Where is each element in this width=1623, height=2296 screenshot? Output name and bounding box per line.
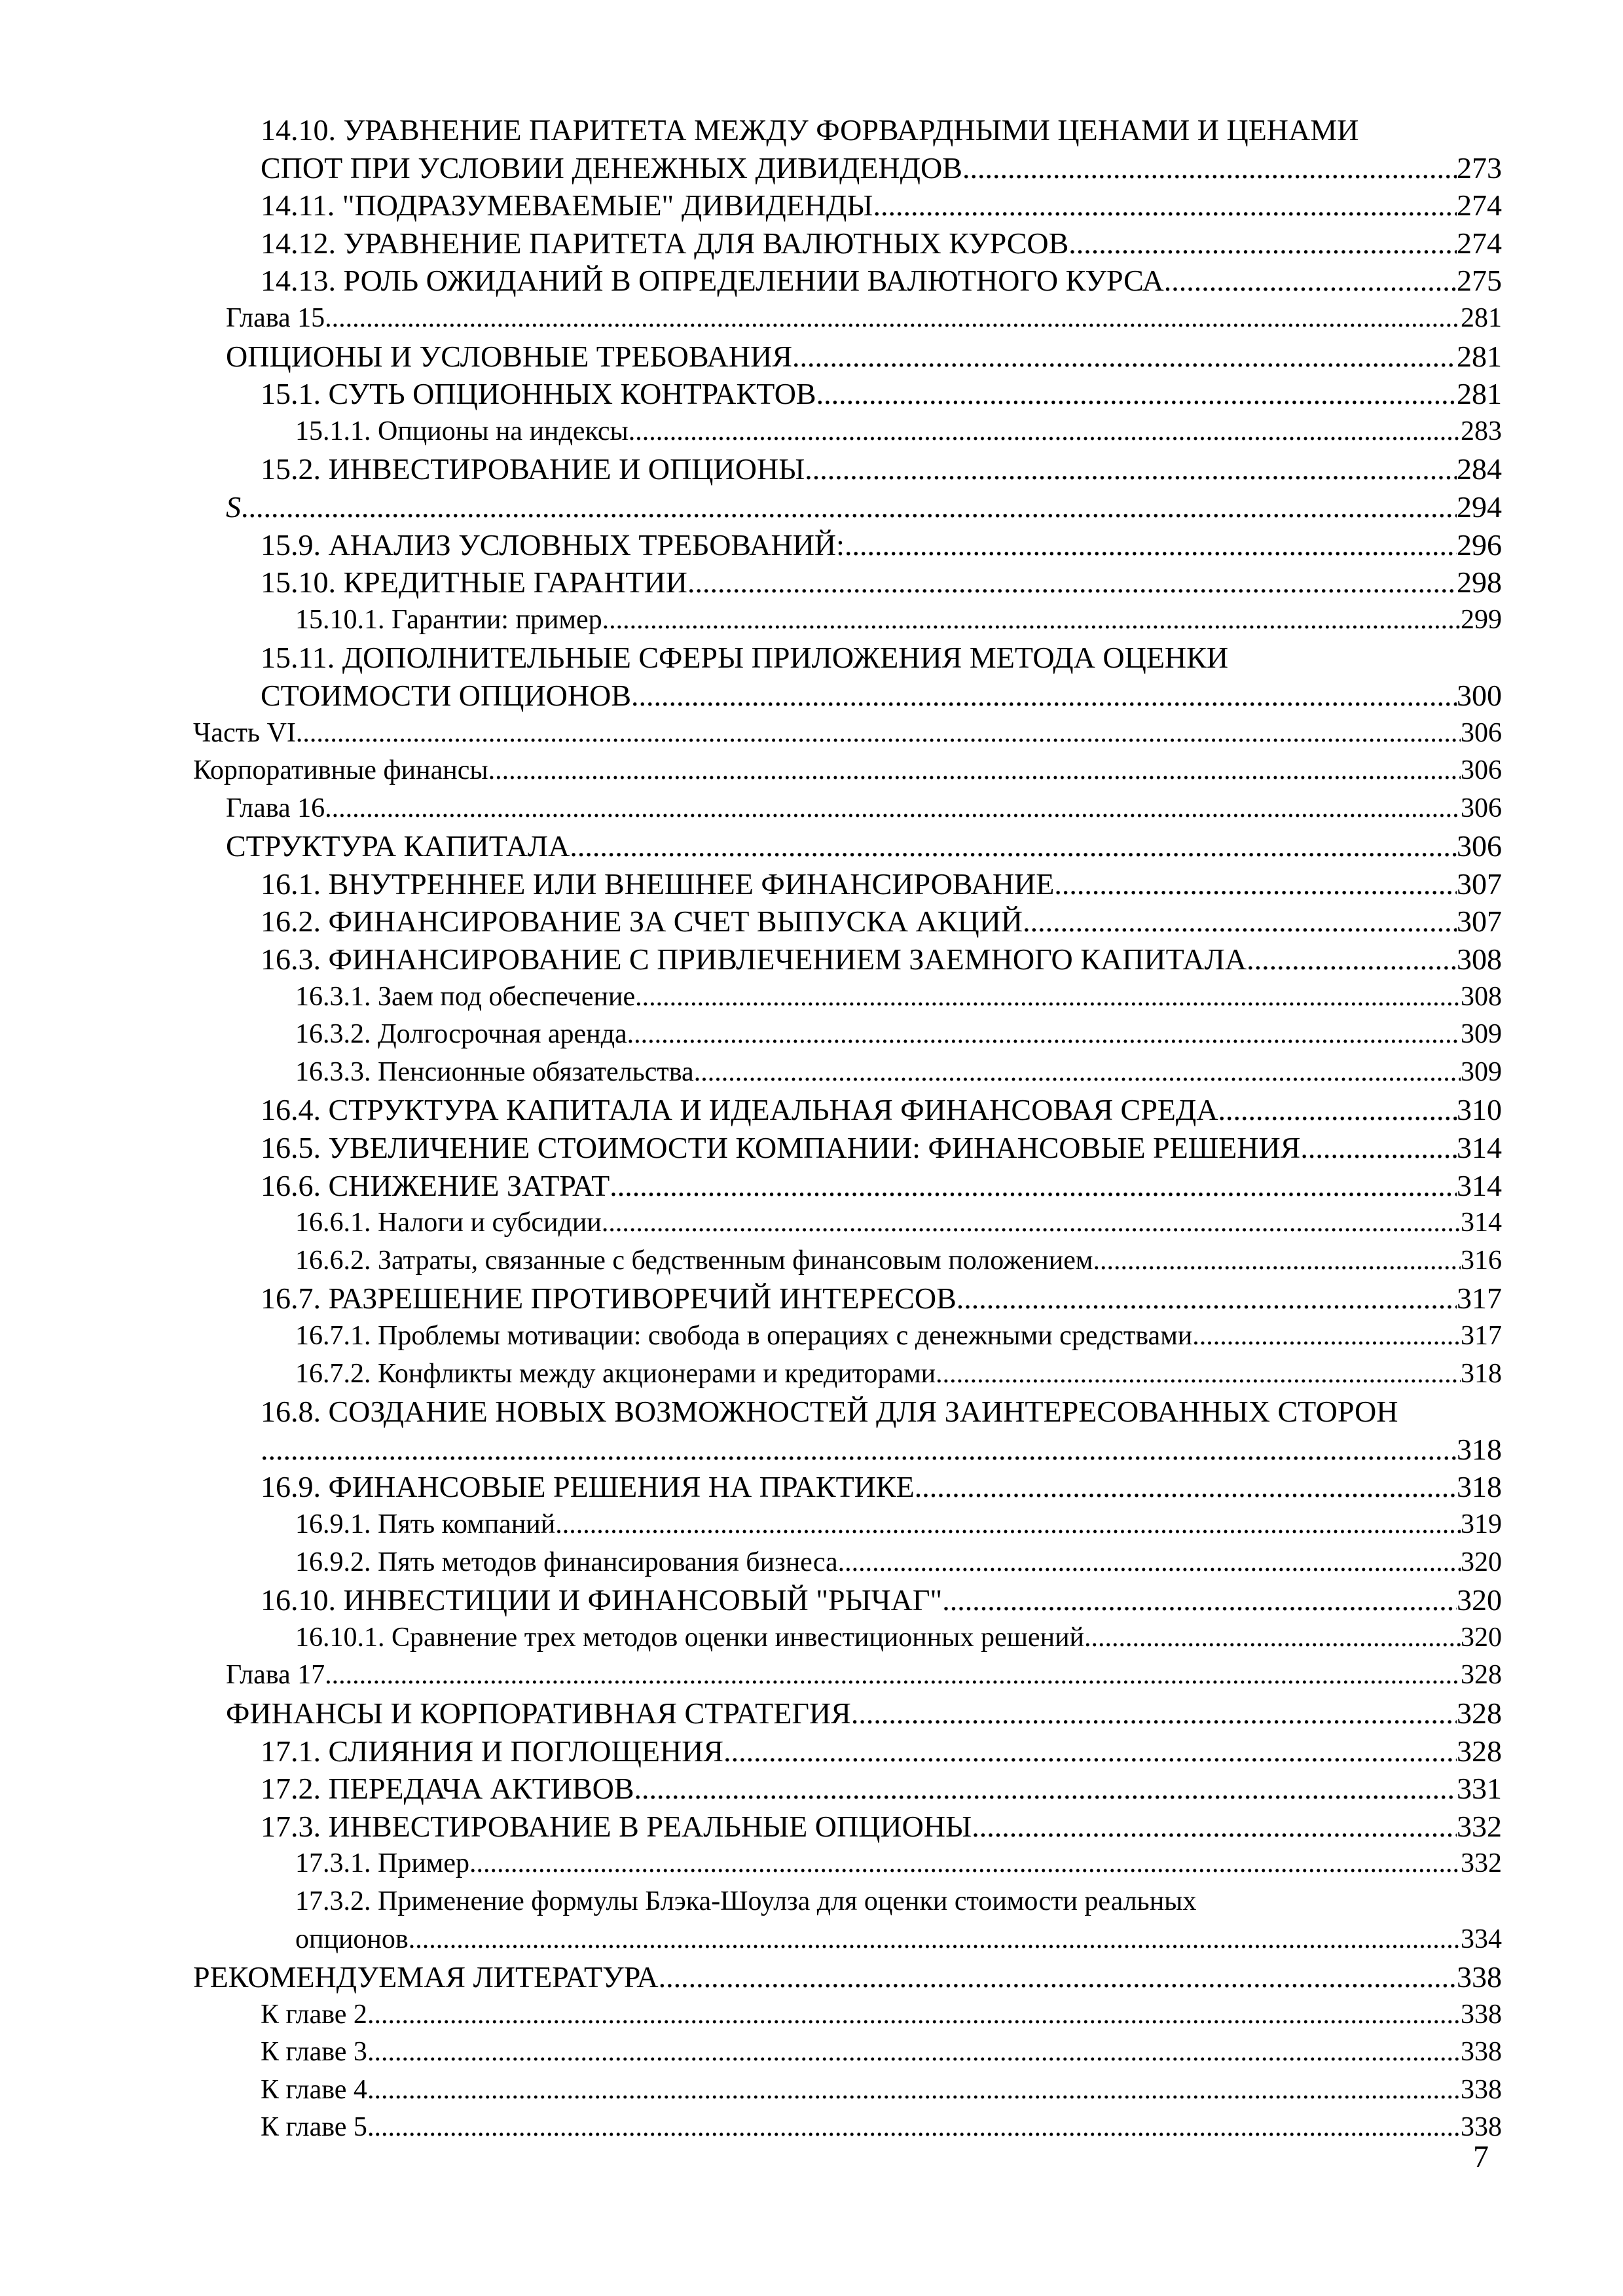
dot-leader (325, 300, 1461, 338)
toc-page-number: 317 (1461, 1321, 1502, 1351)
toc-page-number: 306 (1461, 793, 1502, 823)
toc-entry-title: 16.2. ФИНАНСИРОВАНИЕ ЗА СЧЕТ ВЫПУСКА АКЦИЙ (261, 905, 1023, 939)
dot-leader (1054, 865, 1457, 903)
toc-entry-17-3[interactable] (261, 1808, 1502, 1846)
dot-leader (957, 1280, 1457, 1318)
toc-entry-title: 16.10. ИНВЕСТИЦИИ И ФИНАНСОВЫЙ "РЫЧАГ" (261, 1583, 943, 1617)
toc-entry-16-5[interactable] (261, 1129, 1502, 1167)
toc-page-number: 328 (1457, 1696, 1502, 1730)
toc-entry-15-2[interactable] (261, 450, 1502, 488)
dot-leader (627, 1016, 1461, 1054)
toc-page-number: 274 (1457, 226, 1502, 260)
dot-leader (851, 1695, 1457, 1732)
toc-entry-16-9-2[interactable] (295, 1544, 1502, 1582)
dot-leader (367, 2072, 1461, 2109)
toc-page-number: 316 (1461, 1245, 1502, 1276)
toc-entry-title: СТОИМОСТИ ОПЦИОНОВ (261, 678, 632, 712)
dot-leader (942, 1581, 1457, 1619)
toc-page-number: 338 (1461, 1999, 1502, 2030)
dot-leader (1023, 903, 1457, 941)
toc-entry-16-10[interactable] (261, 1581, 1502, 1619)
toc-page-number: 338 (1457, 1960, 1502, 1994)
toc-entry-title: РЕКОМЕНДУЕМАЯ ЛИТЕРАТУРА (193, 1960, 659, 1994)
toc-entry-title: 16.10.1. Сравнение трех методов оценки инвестиционных решений (295, 1622, 1085, 1653)
dot-leader (1300, 1129, 1457, 1167)
toc-page-number: 318 (1457, 1470, 1502, 1504)
toc-entry-title: 15.2. ИНВЕСТИРОВАНИЕ И ОПЦИОНЫ (261, 452, 805, 486)
dot-leader (602, 601, 1461, 639)
toc-entry-title: 14.11. "ПОДРАЗУМЕВАЕМЫЕ" ДИВИДЕНДЫ (261, 188, 873, 223)
dot-leader (367, 2034, 1461, 2072)
toc-entry-title: К главе 2 (261, 1999, 367, 2030)
toc-entry-title: ОПЦИОНЫ И УСЛОВНЫЕ ТРЕБОВАНИЯ (226, 339, 793, 373)
toc-entry-title: 16.5. УВЕЛИЧЕНИЕ СТОИМОСТИ КОМПАНИИ: ФИНАНСОВЫЕ РЕШЕНИЯ (261, 1131, 1301, 1165)
toc-entry-title: 16.7.1. Проблемы мотивации: свобода в операциях с денежными средствами (295, 1321, 1193, 1351)
toc-page-number: 281 (1457, 339, 1502, 373)
toc-entry-14-10[interactable] (261, 149, 1502, 187)
toc-entry-title: 15.1.1. Опционы на индексы (295, 416, 629, 446)
toc-page-number: 318 (1457, 1432, 1502, 1466)
toc-entry-title: Глава 17 (226, 1660, 325, 1691)
dot-leader (635, 978, 1461, 1016)
toc-entry-title: 16.6.2. Затраты, связанные с бедственным финансовым положением (295, 1245, 1093, 1276)
toc-entry-part-6-title[interactable] (193, 752, 1502, 790)
toc-page-number: 328 (1457, 1734, 1502, 1768)
toc-entry-title: 16.7. РАЗРЕШЕНИЕ ПРОТИВОРЕЧИЙ ИНТЕРЕСОВ (261, 1282, 957, 1316)
dot-leader (570, 827, 1457, 865)
toc-entry-title: S (226, 490, 241, 524)
toc-entry-16-10-1[interactable] (295, 1619, 1502, 1657)
dot-leader (1093, 1242, 1461, 1280)
toc-page-number: 331 (1457, 1772, 1502, 1806)
toc-page-number: 308 (1461, 981, 1502, 1012)
toc-entry-16-3-3[interactable] (295, 1054, 1502, 1092)
toc-entry-title: 16.3.2. Долгосрочная аренда (295, 1019, 627, 1050)
dot-leader (610, 1167, 1457, 1205)
toc-entry-chapter-15-title[interactable] (226, 338, 1502, 376)
toc-page-number: 320 (1461, 1622, 1502, 1653)
toc-page-number: 338 (1461, 2074, 1502, 2105)
toc-entry-title: 16.4. СТРУКТУРА КАПИТАЛА И ИДЕАЛЬНАЯ ФИНАНСОВАЯ СРЕДА (261, 1093, 1218, 1127)
toc-entry-title: 16.3.3. Пенсионные обязательства (295, 1056, 694, 1087)
toc-entry-title: 14.10. УРАВНЕНИЕ ПАРИТЕТА МЕЖДУ ФОРВАРДНЫМИ ЦЕНАМИ И ЦЕНАМИ (261, 113, 1359, 147)
toc-entry-title: 16.9.2. Пять методов финансирования бизнеса (295, 1547, 838, 1577)
toc-entry-16-8-line1 (261, 1393, 1502, 1431)
toc-page-number: 284 (1457, 452, 1502, 486)
toc-page-number: 294 (1457, 490, 1502, 524)
toc-page-number: 307 (1457, 867, 1502, 901)
toc-entry-title: Глава 15 (226, 302, 325, 333)
toc-entry-title: 16.9. ФИНАНСОВЫЕ РЕШЕНИЯ НА ПРАКТИКЕ (261, 1470, 915, 1504)
toc-page-number: 320 (1461, 1547, 1502, 1577)
toc-page-number: 310 (1457, 1093, 1502, 1127)
toc-page-number: 328 (1461, 1660, 1502, 1691)
toc-entry-title: 16.6.1. Налоги и субсидии (295, 1208, 602, 1238)
toc-page-number: 308 (1457, 942, 1502, 977)
dot-leader (723, 1732, 1457, 1770)
toc-page-number: 314 (1461, 1208, 1502, 1238)
toc-entry-ref-chapter-4[interactable] (261, 2072, 1502, 2109)
dot-leader (792, 338, 1457, 376)
toc-entry-14-12[interactable] (261, 224, 1502, 262)
toc-page-number: 273 (1457, 151, 1502, 185)
dot-leader (634, 1770, 1457, 1808)
toc-entry-16-1[interactable] (261, 865, 1502, 903)
toc-entry-title: 16.6. СНИЖЕНИЕ ЗАТРАТ (261, 1168, 610, 1202)
toc-page-number: 306 (1457, 829, 1502, 863)
toc-entry-title: 15.1. СУТЬ ОПЦИОННЫХ КОНТРАКТОВ (261, 377, 816, 411)
toc-entry-title: 16.8. СОЗДАНИЕ НОВЫХ ВОЗМОЖНОСТЕЙ ДЛЯ ЗАИНТЕРЕСОВАННЫХ СТОРОН (261, 1395, 1398, 1429)
toc-entry-17-3-2-line1 (295, 1883, 1502, 1921)
dot-leader (488, 752, 1461, 790)
toc-entry-14-11[interactable] (261, 187, 1502, 224)
toc-entry-ref-chapter-2[interactable] (261, 1996, 1502, 2034)
dot-leader (687, 564, 1457, 601)
dot-leader (805, 450, 1457, 488)
toc-entry-16-3-2[interactable] (295, 1016, 1502, 1054)
toc-entry-16-6-1[interactable] (295, 1204, 1502, 1242)
dot-leader (602, 1204, 1461, 1242)
dot-leader (1164, 262, 1457, 300)
toc-entry-title: 17.2. ПЕРЕДАЧА АКТИВОВ (261, 1772, 634, 1806)
toc-page-number: 338 (1461, 2112, 1502, 2143)
dot-leader (261, 1431, 1457, 1469)
dot-leader (325, 790, 1461, 828)
toc-page-number: 317 (1457, 1282, 1502, 1316)
toc-entry-16-9-1[interactable] (295, 1506, 1502, 1544)
dot-leader (325, 1657, 1461, 1695)
toc-entry-16-7[interactable] (261, 1280, 1502, 1318)
toc-page-number: 318 (1461, 1358, 1502, 1389)
dot-leader (694, 1054, 1461, 1092)
toc-page-number: 274 (1457, 188, 1502, 223)
toc-page-number: 300 (1457, 678, 1502, 712)
toc-entry-s[interactable] (226, 488, 1502, 526)
toc-page-number: 275 (1457, 264, 1502, 298)
toc-entry-chapter-17-title[interactable] (226, 1695, 1502, 1732)
toc-entry-15-1[interactable] (261, 375, 1502, 413)
toc-entry-title: Корпоративные финансы (193, 755, 488, 786)
toc-entry-title: 16.3. ФИНАНСИРОВАНИЕ С ПРИВЛЕЧЕНИЕМ ЗАЕМНОГО КАПИТАЛА (261, 942, 1247, 977)
toc-entry-17-3-1[interactable] (295, 1845, 1502, 1883)
toc-entry-16-3[interactable] (261, 941, 1502, 978)
toc-page-number: 332 (1457, 1809, 1502, 1843)
toc-page-number: 319 (1461, 1509, 1502, 1539)
dot-leader (367, 2109, 1461, 2147)
dot-leader (1084, 1619, 1461, 1657)
toc-entry-16-3-1[interactable] (295, 978, 1502, 1016)
toc-entry-chapter-17[interactable] (226, 1657, 1502, 1695)
dot-leader (367, 1996, 1461, 2034)
dot-leader (1068, 224, 1457, 262)
dot-leader (241, 488, 1457, 526)
toc-entry-chapter-16[interactable] (226, 790, 1502, 828)
toc-entry-title: К главе 4 (261, 2074, 367, 2105)
toc-entry-title: К главе 3 (261, 2037, 367, 2068)
toc-entry-15-11[interactable] (261, 677, 1502, 715)
toc-page-number: 283 (1461, 416, 1502, 446)
toc-entry-title: 14.12. УРАВНЕНИЕ ПАРИТЕТА ДЛЯ ВАЛЮТНЫХ КУРСОВ (261, 226, 1069, 260)
toc-entry-title: 17.3. ИНВЕСТИРОВАНИЕ В РЕАЛЬНЫЕ ОПЦИОНЫ (261, 1809, 972, 1843)
toc-page-number: 306 (1461, 717, 1502, 748)
dot-leader (845, 526, 1457, 564)
toc-entry-ref-chapter-5[interactable] (261, 2109, 1502, 2147)
dot-leader (296, 715, 1461, 753)
toc-entry-15-1-1[interactable] (295, 413, 1502, 451)
toc-entry-title: 15.11. ДОПОЛНИТЕЛЬНЫЕ СФЕРЫ ПРИЛОЖЕНИЯ МЕТОДА ОЦЕНКИ (261, 641, 1229, 675)
toc-entry-14-13[interactable] (261, 262, 1502, 300)
toc-entry-title: СПОТ ПРИ УСЛОВИИ ДЕНЕЖНЫХ ДИВИДЕНДОВ (261, 151, 962, 185)
dot-leader (873, 187, 1457, 224)
dot-leader (659, 1958, 1457, 1996)
toc-page-number: 281 (1457, 377, 1502, 411)
table-of-contents (0, 111, 1623, 2147)
toc-entry-15-9[interactable] (261, 526, 1502, 564)
toc-entry-17-3-2[interactable] (295, 1921, 1502, 1959)
dot-leader (838, 1544, 1461, 1582)
toc-entry-title: 16.7.2. Конфликты между акционерами и кредиторами (295, 1358, 936, 1389)
toc-page-number: 309 (1461, 1056, 1502, 1087)
toc-entry-15-11-line1 (261, 639, 1502, 677)
page-number: 7 (1473, 2140, 1489, 2174)
dot-leader (629, 413, 1461, 451)
toc-page-number: 320 (1457, 1583, 1502, 1617)
dot-leader (409, 1921, 1461, 1959)
toc-entry-title: К главе 5 (261, 2112, 367, 2143)
toc-entry-16-7-1[interactable] (295, 1318, 1502, 1355)
toc-entry-title: 17.3.1. Пример (295, 1848, 470, 1879)
toc-entry-15-10[interactable] (261, 564, 1502, 601)
toc-entry-title: 15.10.1. Гарантии: пример (295, 604, 602, 635)
toc-page-number: 296 (1457, 528, 1502, 562)
toc-entry-14-10-line1 (261, 111, 1502, 149)
dot-leader (1192, 1318, 1461, 1355)
dot-leader (816, 375, 1457, 413)
dot-leader (1247, 941, 1457, 978)
toc-entry-title: 17.1. СЛИЯНИЯ И ПОГЛОЩЕНИЯ (261, 1734, 724, 1768)
toc-page-number: 309 (1461, 1019, 1502, 1050)
toc-page-number: 334 (1461, 1924, 1502, 1954)
toc-entry-title: опционов (295, 1924, 409, 1954)
toc-entry-references[interactable] (193, 1958, 1502, 1996)
toc-entry-16-8[interactable] (261, 1431, 1502, 1469)
toc-entry-16-2[interactable] (261, 903, 1502, 941)
toc-page-number: 299 (1461, 604, 1502, 635)
toc-entry-title: 15.9. АНАЛИЗ УСЛОВНЫХ ТРЕБОВАНИЙ: (261, 528, 845, 562)
toc-entry-title: СТРУКТУРА КАПИТАЛА (226, 829, 570, 863)
toc-entry-title: 16.3.1. Заем под обеспечение (295, 981, 636, 1012)
toc-entry-16-6[interactable] (261, 1167, 1502, 1205)
toc-entry-title: 16.9.1. Пять компаний (295, 1509, 556, 1539)
toc-entry-title: Глава 16 (226, 793, 325, 823)
toc-entry-16-9[interactable] (261, 1468, 1502, 1506)
dot-leader (915, 1468, 1457, 1506)
toc-entry-17-1[interactable] (261, 1732, 1502, 1770)
toc-entry-title: ФИНАНСЫ И КОРПОРАТИВНАЯ СТРАТЕГИЯ (226, 1696, 851, 1730)
toc-page-number: 306 (1461, 755, 1502, 786)
toc-entry-chapter-15[interactable] (226, 300, 1502, 338)
toc-page-number: 281 (1461, 302, 1502, 333)
toc-entry-16-6-2[interactable] (295, 1242, 1502, 1280)
dot-leader (972, 1808, 1457, 1846)
toc-entry-title: 14.13. РОЛЬ ОЖИДАНИЙ В ОПРЕДЕЛЕНИИ ВАЛЮТНОГО КУРСА (261, 264, 1164, 298)
dot-leader (962, 149, 1457, 187)
dot-leader (555, 1506, 1461, 1544)
toc-page-number: 314 (1457, 1131, 1502, 1165)
toc-entry-16-7-2[interactable] (295, 1355, 1502, 1393)
toc-entry-title: 17.3.2. Применение формулы Блэка-Шоулза для оценки стоимости реальных (295, 1886, 1197, 1916)
toc-entry-ref-chapter-3[interactable] (261, 2034, 1502, 2072)
dot-leader (936, 1355, 1461, 1393)
toc-entry-part-6[interactable] (193, 715, 1502, 753)
dot-leader (1218, 1091, 1457, 1129)
dot-leader (469, 1845, 1461, 1883)
dot-leader (631, 677, 1457, 715)
toc-page-number: 307 (1457, 905, 1502, 939)
toc-entry-17-2[interactable] (261, 1770, 1502, 1808)
toc-page-number: 332 (1461, 1848, 1502, 1879)
toc-entry-16-4[interactable] (261, 1091, 1502, 1129)
toc-page-number: 338 (1461, 2037, 1502, 2068)
toc-entry-15-10-1[interactable] (295, 601, 1502, 639)
toc-entry-chapter-16-title[interactable] (226, 827, 1502, 865)
toc-entry-title: Часть VI (193, 717, 296, 748)
toc-page-number: 314 (1457, 1168, 1502, 1202)
toc-entry-title: 16.1. ВНУТРЕННЕЕ ИЛИ ВНЕШНЕЕ ФИНАНСИРОВАНИЕ (261, 867, 1055, 901)
toc-entry-title: 15.10. КРЕДИТНЫЕ ГАРАНТИИ (261, 565, 687, 600)
toc-page-number: 298 (1457, 565, 1502, 600)
